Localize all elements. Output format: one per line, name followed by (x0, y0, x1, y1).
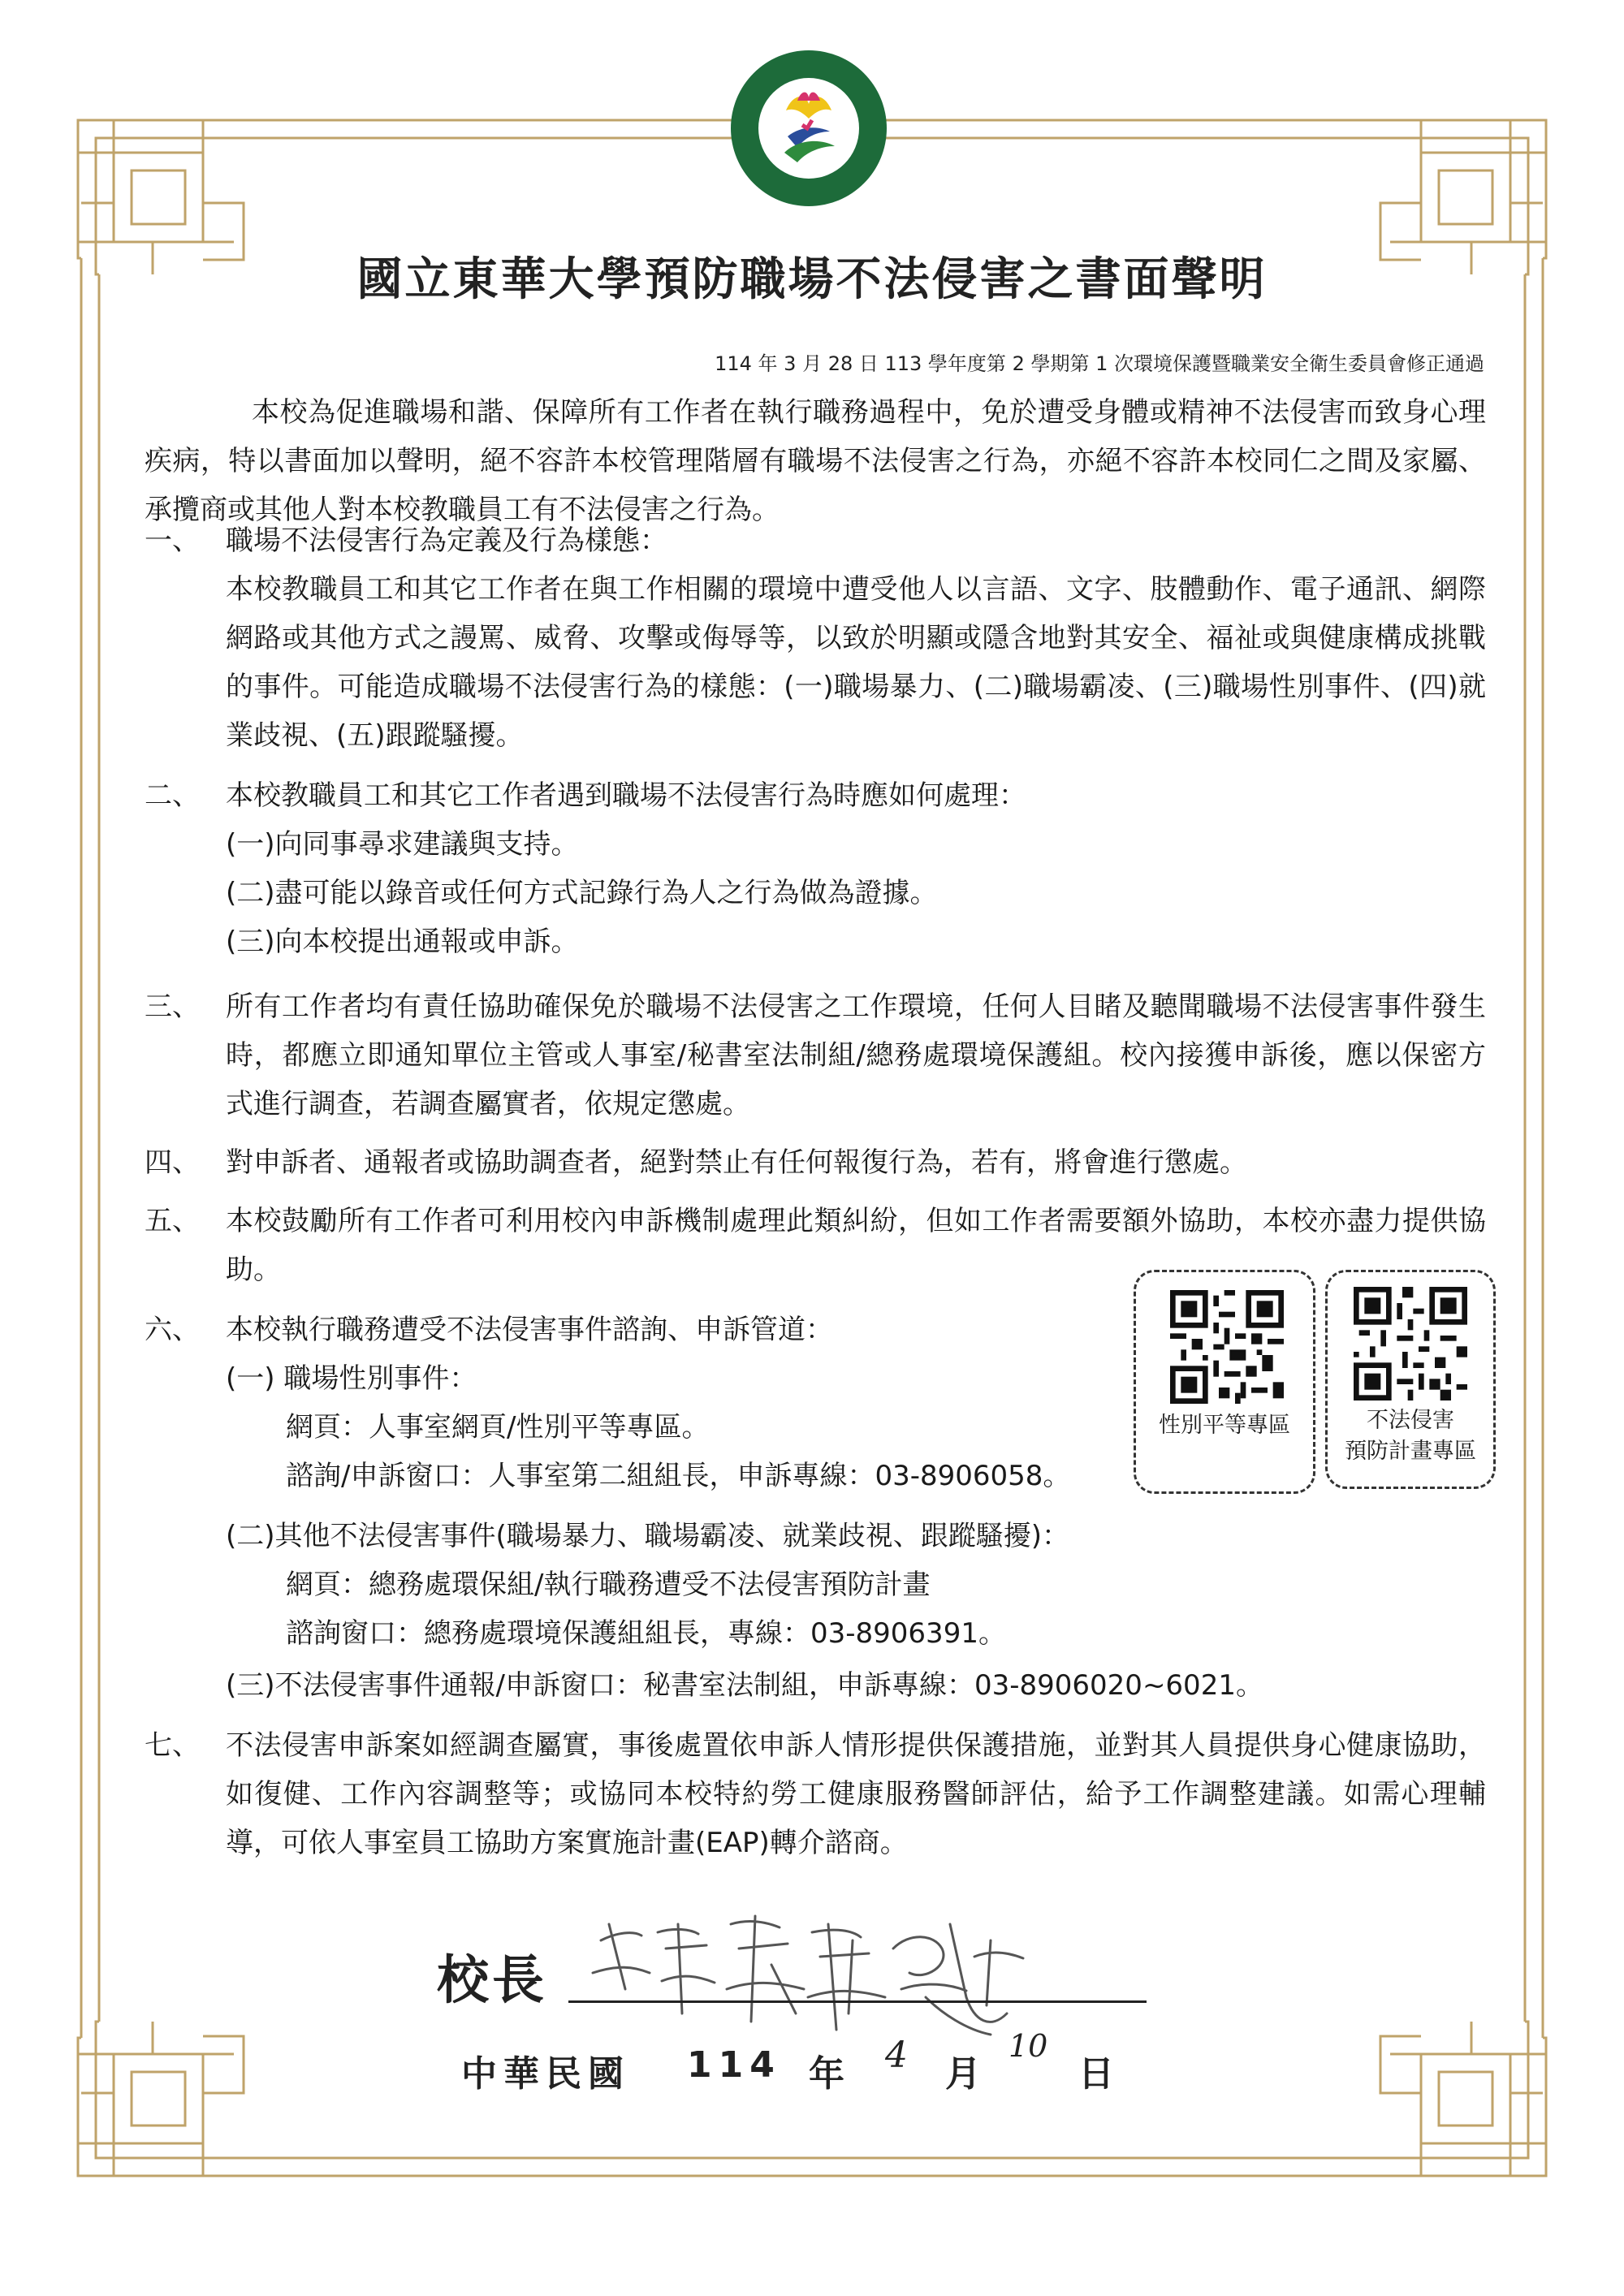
contact-line: 諮詢/申訴窗口：人事室第二組組長，申訴專線：03-8906058。 (286, 1460, 1071, 1492)
page-title: 國立東華大學預防職場不法侵害之書面聲明 (356, 253, 1268, 306)
subsection-title: (二)其他不法侵害事件(職場暴力、職場霸凌、就業歧視、跟蹤騷擾)： (226, 1520, 1070, 1552)
qr-code-icon[interactable] (1354, 1287, 1467, 1400)
date-day: 10 (1009, 2028, 1048, 2064)
web-reference: 網頁：總務處環保組/執行職務遭受不法侵害預防計畫 (286, 1569, 931, 1601)
qr-caption: 性別平等專區 (1159, 1413, 1290, 1438)
date-month: 4 (885, 2035, 908, 2076)
section-number: 六、 (145, 1314, 200, 1346)
section-body: 本校鼓勵所有工作者可利用校內申訴機制處理此類糾紛，但如工作者需要額外協助，本校亦盡力提供協助。 (226, 1205, 1486, 1286)
date-day-unit: 日 (1078, 2053, 1121, 2095)
signature-line (568, 2000, 1147, 2003)
university-seal-icon (728, 47, 890, 209)
section-body: 不法侵害申訴案如經調查屬實，事後處置依申訴人情形提供保護措施，並對其人員提供身心健康協助，如復健、工作內容調整等；或協同本校特約勞工健康服務醫師評估，給予工作調整建議。如需心理輔導，可依人事室員工協助方案實施計畫(EAP)轉介諮商。 (226, 1729, 1486, 1859)
section-number: 四、 (145, 1146, 200, 1179)
section-body: 本校教職員工和其它工作者在與工作相關的環境中遭受他人以言語、文字、肢體動作、電子通訊、網際網路或其他方式之謾罵、威脅、攻擊或侮辱等，以致於明顯或隱含地對其安全、福祉或與健康構成挑戰的事件。可能造成職場不法侵害行為的樣態：(一)職場暴力、(二)職場霸凌、(三)職場性別事件、(四)就業歧視、(五)跟蹤騷擾。 (226, 573, 1486, 752)
subsection-title: (一) 職場性別事件： (226, 1362, 477, 1395)
date-era: 中華民國 (461, 2053, 630, 2095)
list-item: (三)向本校提出通報或申訴。 (226, 926, 579, 958)
section-number: 七、 (145, 1729, 200, 1762)
principal-label: 校長 (437, 1951, 547, 2011)
contact-line: 諮詢窗口：總務處環境保護組組長，專線：03-8906391。 (286, 1617, 1006, 1650)
qr-code-icon[interactable] (1170, 1290, 1284, 1404)
qr-card-prevention-plan[interactable] (1325, 1270, 1496, 1489)
section-body: 對申訴者、通報者或協助調查者，絕對禁止有任何報復行為，若有，將會進行懲處。 (226, 1146, 1247, 1179)
amendment-note: 114 年 3 月 28 日 113 學年度第 2 學期第 1 次環境保護暨職業安全衛生委員會修正通過 (715, 352, 1484, 375)
date-year: 114 (687, 2044, 781, 2086)
handwritten-signature-icon (585, 1892, 1056, 2046)
subsection-title: (三)不法侵害事件通報/申訴窗口：秘書室法制組，申訴專線：03-8906020~6021。 (226, 1669, 1263, 1702)
section-body: 所有工作者均有責任協助確保免於職場不法侵害之工作環境，任何人目睹及聽聞職場不法侵害事件發生時，都應立即通知單位主管或人事室/秘書室法制組/總務處環境保護組。校內接獲申訴後，應以保密方式進行調查，若調查屬實者，依規定懲處。 (226, 990, 1486, 1120)
list-item: (二)盡可能以錄音或任何方式記錄行為人之行為做為證據。 (226, 877, 938, 909)
list-item: (一)向同事尋求建議與支持。 (226, 828, 579, 861)
intro-paragraph: 本校為促進職場和諧、保障所有工作者在執行職務過程中，免於遭受身體或精神不法侵害而致身心理疾病，特以書面加以聲明，絕不容許本校管理階層有職場不法侵害之行為，亦絕不容許本校同仁之間及家屬、承攬商或其他人對本校教職員工有不法侵害之行為。 (145, 396, 1486, 526)
section-number: 五、 (145, 1205, 200, 1237)
section-heading: 職場不法侵害行為定義及行為樣態： (226, 524, 667, 557)
qr-card-gender-equality[interactable] (1134, 1270, 1315, 1494)
date-month-unit: 月 (945, 2053, 987, 2095)
qr-caption: 不法侵害 (1367, 1408, 1454, 1433)
section-number: 三、 (145, 990, 200, 1023)
section-heading: 本校教職員工和其它工作者遇到職場不法侵害行為時應如何處理： (226, 779, 1026, 812)
section-number: 一、 (145, 524, 200, 557)
date-year-unit: 年 (809, 2053, 851, 2095)
qr-caption: 預防計畫專區 (1345, 1439, 1476, 1464)
web-reference: 網頁：人事室網頁/性別平等專區。 (286, 1411, 710, 1444)
section-number: 二、 (145, 779, 200, 812)
section-heading: 本校執行職務遭受不法侵害事件諮詢、申訴管道： (226, 1314, 833, 1346)
